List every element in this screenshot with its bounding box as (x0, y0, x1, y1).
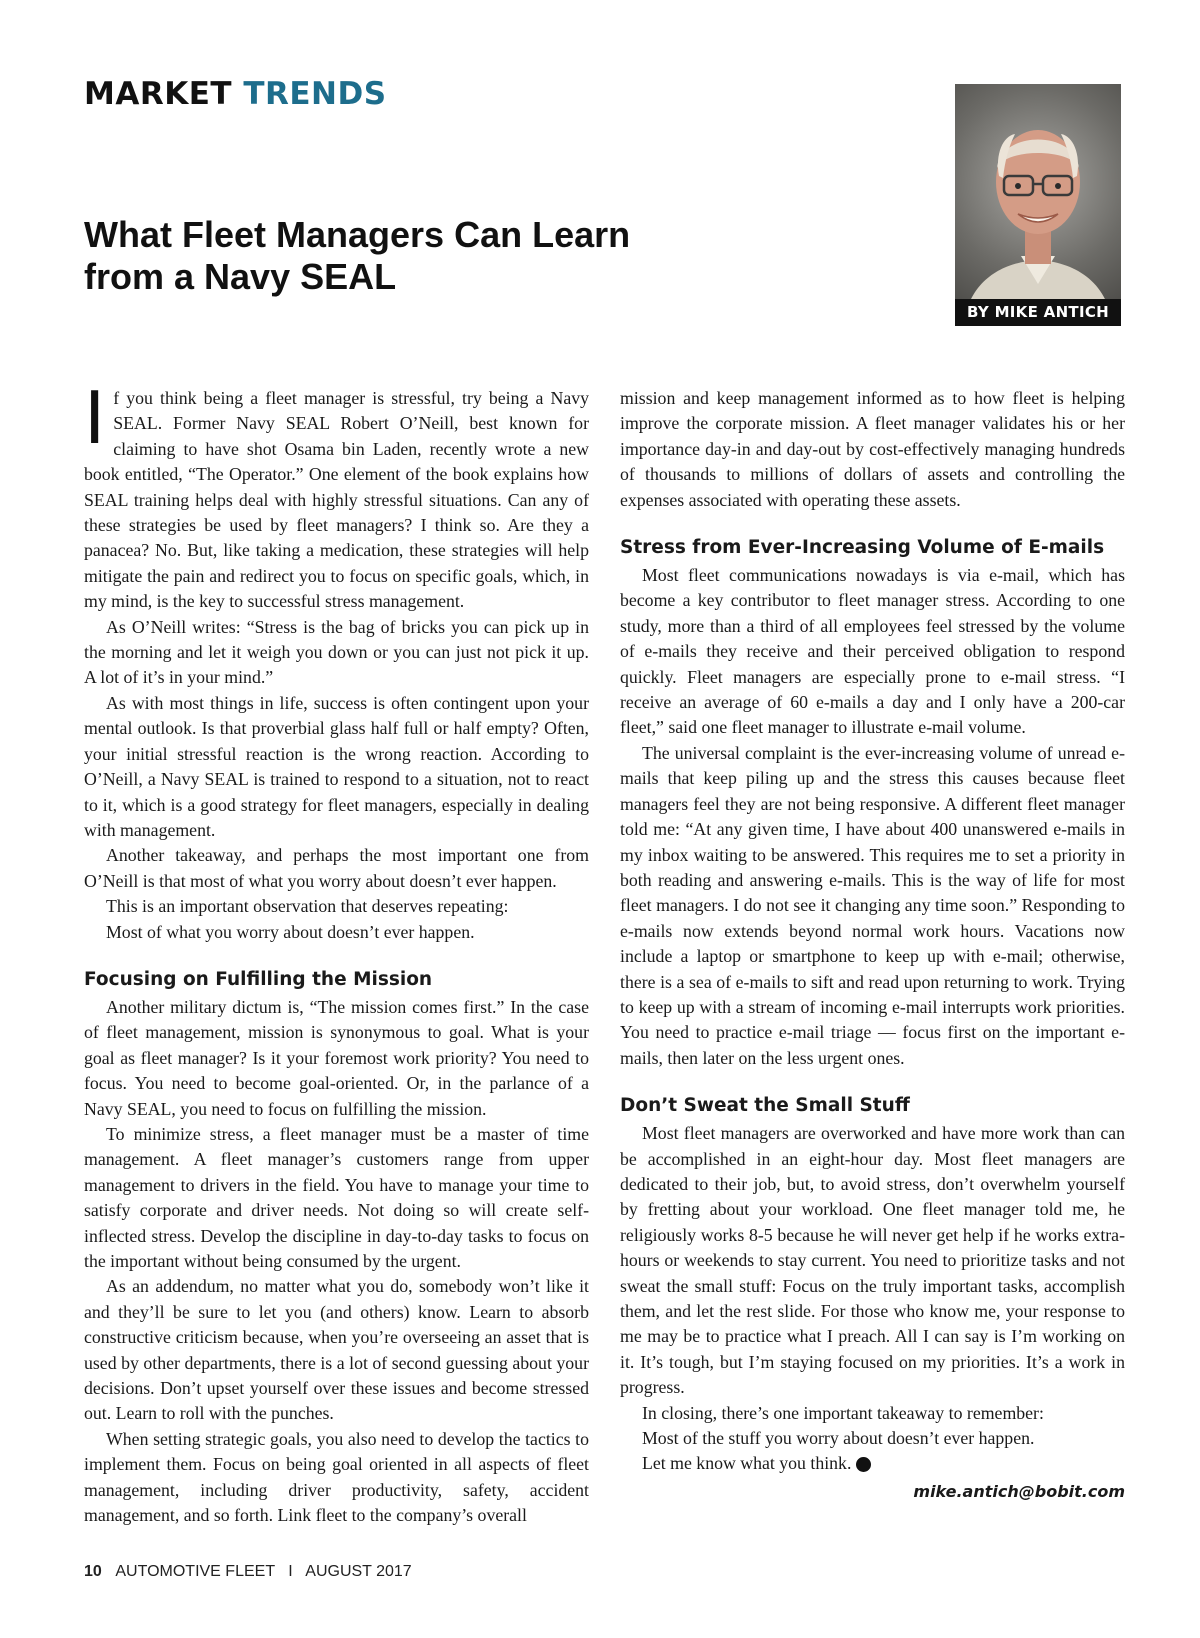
section-heading-small-stuff: Don’t Sweat the Small Stuff (620, 1095, 910, 1117)
byline: BY MIKE ANTICH (955, 299, 1121, 326)
section-label-primary: MARKET (84, 76, 233, 112)
article-title: What Fleet Managers Can Learn from a Navy SEAL (84, 214, 631, 297)
page-footer (84, 1563, 412, 1581)
author-email[interactable]: mike.antich@bobit.com (913, 1481, 1125, 1501)
continued-paragraph: mission and keep management informed as to how fleet is helping improve the corporate mission. A fleet manager validates his or her importance day-in and day-out by cost-effectively managing hundreds of thousands to millions of dollars of assets and controlling the expenses associated with operating these assets. (620, 388, 1125, 510)
paragraph: When setting strategic goals, you also need to develop the tactics to implement them. Focus on being goal oriented in all aspects of fleet management, including driver productivity, safety, accident management, and so forth. Link fleet to the company’s overall (84, 1428, 589, 1526)
section-heading-emails: Stress from Ever-Increasing Volume of E-mails (620, 537, 1105, 559)
section-heading-mission: Focusing on Fulfilling the Mission (84, 968, 433, 990)
closing-line (620, 1451, 1125, 1476)
paragraph: This is an important observation that deserves repeating: (106, 896, 509, 917)
article-column-right (620, 386, 1125, 1504)
paragraph: Most fleet managers are overworked and have more work than can be accomplished in an eight-hour day. Most fleet managers are dedicated to their job, but, to avoid stress, don’t overwhelm yourself by fretting about your workload. One fleet manager told me, he religiously works 8-5 because he will never get help if he works extra-hours or weekends to stay current. You need to prioritize tasks and not sweat the small stuff: Focus on the truly important tasks, accomplish them, and let the rest slide. For those who know me, your response to me may be to practice what I preach. All I can say is I’m working on it. It’s tough, but I’m staying focused on my priorities. It’s a work in progress. (620, 1123, 1125, 1398)
author-photo (955, 84, 1121, 326)
paragraph: Most fleet communications nowadays is via e-mail, which has become a key contributor to fleet manager stress. According to one study, more than a third of all employees feel stressed by the volume of e-mails they receive and their perceived obligation to respond quickly. Fleet managers are especially prone to e-mail stress. “I receive an average of 60 e-mails a day and I only have a 200-car fleet,” said one fleet manager to illustrate e-mail volume. (620, 565, 1125, 738)
paragraph: As O’Neill writes: “Stress is the bag of bricks you can pick up in the morning and let it weigh you down or you can just not pick it up. A lot of it’s in your mind.” (84, 616, 589, 688)
section-label (84, 76, 387, 112)
publication-name: AUTOMOTIVE FLEET (115, 1563, 275, 1580)
page-number: 10 (84, 1563, 102, 1580)
paragraph: The universal complaint is the ever-increasing volume of unread e-mails that keep piling up and the stress this causes because fleet managers feel they are not being responsive. A different fleet manager told me: “At any given time, I have about 400 unanswered e-mails in my inbox waiting to be answered. This requires me to set a priority in both reading and answering e-mails. This is the way of life for most fleet managers. I do not see it changing any time soon.” Responding to e-mails now extends beyond normal work hours. Vacations now include a laptop or smartphone to keep up with e-mail; otherwise, there is a sea of e-mails to sift and read upon returning to work. Trying to keep up with a stream of incoming e-mail interrupts work priorities. You need to practice e-mail triage — focus first on the important e-mails, then later on the less urgent ones. (620, 742, 1125, 1068)
intro-text: f you think being a fleet manager is stressful, try being a Navy SEAL. Former Navy SEAL Robert O’Neill, best known for claiming to have shot Osama bin Laden, recently wrote a new book entitled, “The Operator.” One element of the book explains how SEAL training helps deal with highly stressful situations. Can any of these strategies be used by fleet managers? I think so. Are they a panacea? No. But, like taking a medication, these strategies will help mitigate the pain and redirect you to focus on specific goals, which, in my mind, is the key to successful stress management. (84, 388, 589, 612)
paragraph: As an addendum, no matter what you do, somebody won’t like it and they’ll be sure to let you (and others) know. Learn to absorb constructive criticism because, when you’re overseeing an asset that is used by other departments, there is a lot of second guessing about your decisions. Don’t upset yourself over these issues and become stressed out. Learn to roll with the punches. (84, 1276, 589, 1424)
paragraph: Most of the stuff you worry about doesn’t ever happen. (642, 1428, 1035, 1449)
paragraph: To minimize stress, a fleet manager must be a master of time management. A fleet manager’s customers range from upper management to drivers in the field. You have to manage your time to satisfy corporate and driver needs. Not doing so will create self-inflected stress. Develop the discipline in day-to-day tasks to focus on the important without being consumed by the urgent. (84, 1123, 589, 1271)
footer-separator: I (288, 1563, 293, 1580)
paragraph: Another takeaway, and perhaps the most important one from O’Neill is that most of what you worry about doesn’t ever happen. (84, 845, 589, 891)
issue-date: AUGUST 2017 (305, 1563, 412, 1580)
paragraph: In closing, there’s one important takeaway to remember: (642, 1402, 1044, 1423)
article-column-left (84, 376, 589, 1528)
author-portrait-illustration (955, 84, 1121, 326)
end-mark-icon: AF (856, 1457, 871, 1472)
section-label-accent: TRENDS (243, 76, 387, 112)
drop-cap: I (84, 376, 106, 460)
pull-quote-line: Most of what you worry about doesn’t ever happen. (106, 921, 475, 942)
closing-text: Let me know what you think. (642, 1453, 852, 1474)
paragraph: As with most things in life, success is often contingent upon your mental outlook. Is that proverbial glass half full or half empty? Often, your initial stressful reaction is the wrong reaction. According to O’Neill, a Navy SEAL is trained to respond to a situation, not to react to it, which is a good strategy for fleet managers, especially in dealing with management. (84, 692, 589, 840)
intro-paragraph (84, 376, 589, 615)
paragraph: Another military dictum is, “The mission comes first.” In the case of fleet management, mission is synonymous to goal. What is your goal as fleet manager? Is it your foremost work priority? You need to focus. You need to become goal-oriented. Or, in the parlance of a Navy SEAL, you need to focus on fulfilling the mission. (84, 996, 589, 1119)
